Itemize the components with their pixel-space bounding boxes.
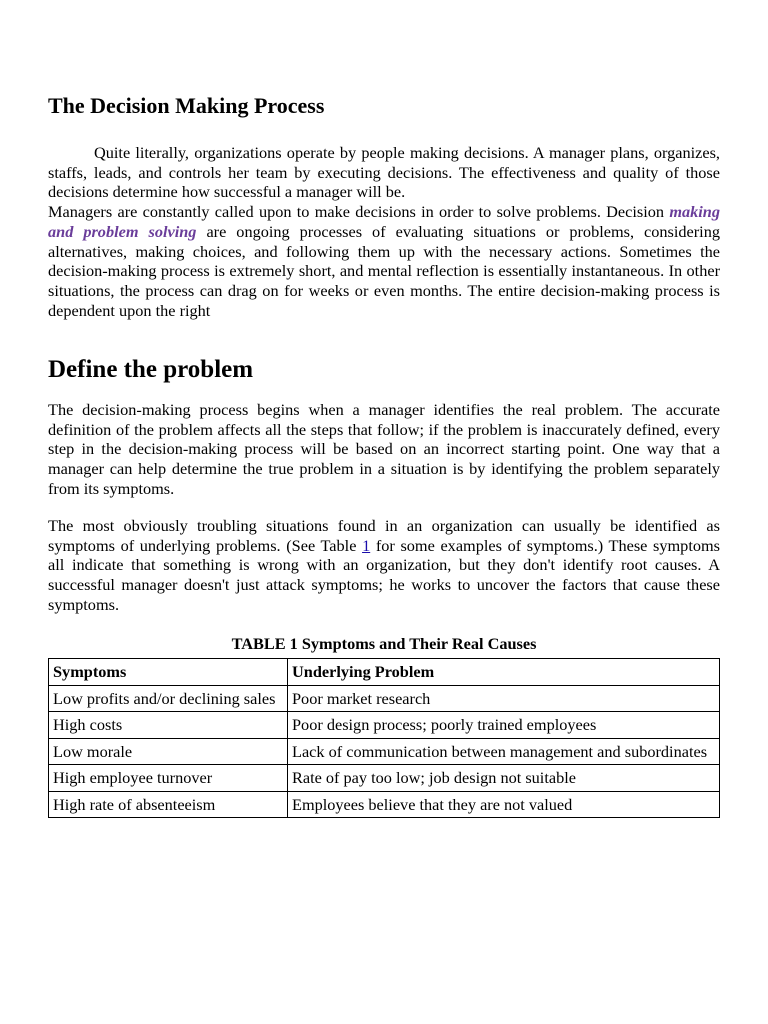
table-row bbox=[49, 765, 720, 792]
table-row bbox=[49, 738, 720, 765]
highlighted-term: making and problem solving bbox=[48, 202, 720, 241]
symptom-cell: High rate of absenteeism bbox=[49, 791, 288, 818]
symptom-cell: Low morale bbox=[49, 738, 288, 765]
section-paragraph-2-start: The most obviously troubling situations found in an organization can usually be identified as symptoms of underlying problems. (See Table bbox=[48, 516, 720, 555]
problem-cell: Poor design process; poorly trained employees bbox=[288, 712, 720, 739]
intro-text bbox=[48, 143, 720, 320]
section-paragraph-2 bbox=[48, 516, 720, 615]
symptom-cell: High costs bbox=[49, 712, 288, 739]
table-caption: TABLE 1 Symptoms and Their Real Causes bbox=[231, 634, 537, 653]
table-reference-link[interactable]: 1 bbox=[362, 535, 371, 555]
section-paragraph-1: The decision-making process begins when a manager identifies the real problem. The accurate definition of the problem affects all the steps that follow; if the problem is inaccurately defined, every step in the decision-making process will be based on an incorrect starting point. One way that a manager can help determine the true problem in a situation is by identifying the problem separately from its symptoms. bbox=[48, 400, 720, 498]
intro-paragraph-2-start: Managers are constantly called upon to make decisions in order to solve problems. Decision bbox=[48, 202, 670, 222]
table-row bbox=[49, 791, 720, 818]
table-row bbox=[49, 712, 720, 739]
problem-cell: Rate of pay too low; job design not suitable bbox=[288, 765, 720, 792]
symptom-cell: High employee turnover bbox=[49, 765, 288, 792]
column-header-symptoms: Symptoms bbox=[49, 659, 288, 686]
intro-paragraph-1: Quite literally, organizations operate by people making decisions. A manager plans, organizes, staffs, leads, and controls her team by executing decisions. The effectiveness and quality of those decisions determine how successful a manager will be. bbox=[48, 143, 720, 202]
table-header-row bbox=[49, 659, 720, 686]
section-title: Define the problem bbox=[48, 356, 254, 383]
intro-paragraph-2-end: are ongoing processes of evaluating situations or problems, considering alternatives, making choices, and following them up with the necessary actions. Sometimes the decision-making process is extremely short, and mental reflection is essentially instantaneous. In other situations, the process can drag on for weeks or even months. The entire decision-making process is dependent upon the right bbox=[48, 221, 720, 320]
table-row bbox=[49, 685, 720, 712]
page-title: The Decision Making Process bbox=[48, 93, 325, 118]
column-header-underlying-problem: Underlying Problem bbox=[288, 659, 720, 686]
symptoms-table bbox=[48, 658, 720, 818]
problem-cell: Poor market research bbox=[288, 685, 720, 712]
problem-cell: Lack of communication between management and subordinates bbox=[288, 738, 720, 765]
problem-cell: Employees believe that they are not valued bbox=[288, 791, 720, 818]
section-paragraph-2-end: for some examples of symptoms.) These symptoms all indicate that something is wrong with an organization, but they don't identify root causes. A successful manager doesn't just attack symptoms; he works to uncover the factors that cause these symptoms. bbox=[48, 535, 720, 614]
symptom-cell: Low profits and/or declining sales bbox=[49, 685, 288, 712]
